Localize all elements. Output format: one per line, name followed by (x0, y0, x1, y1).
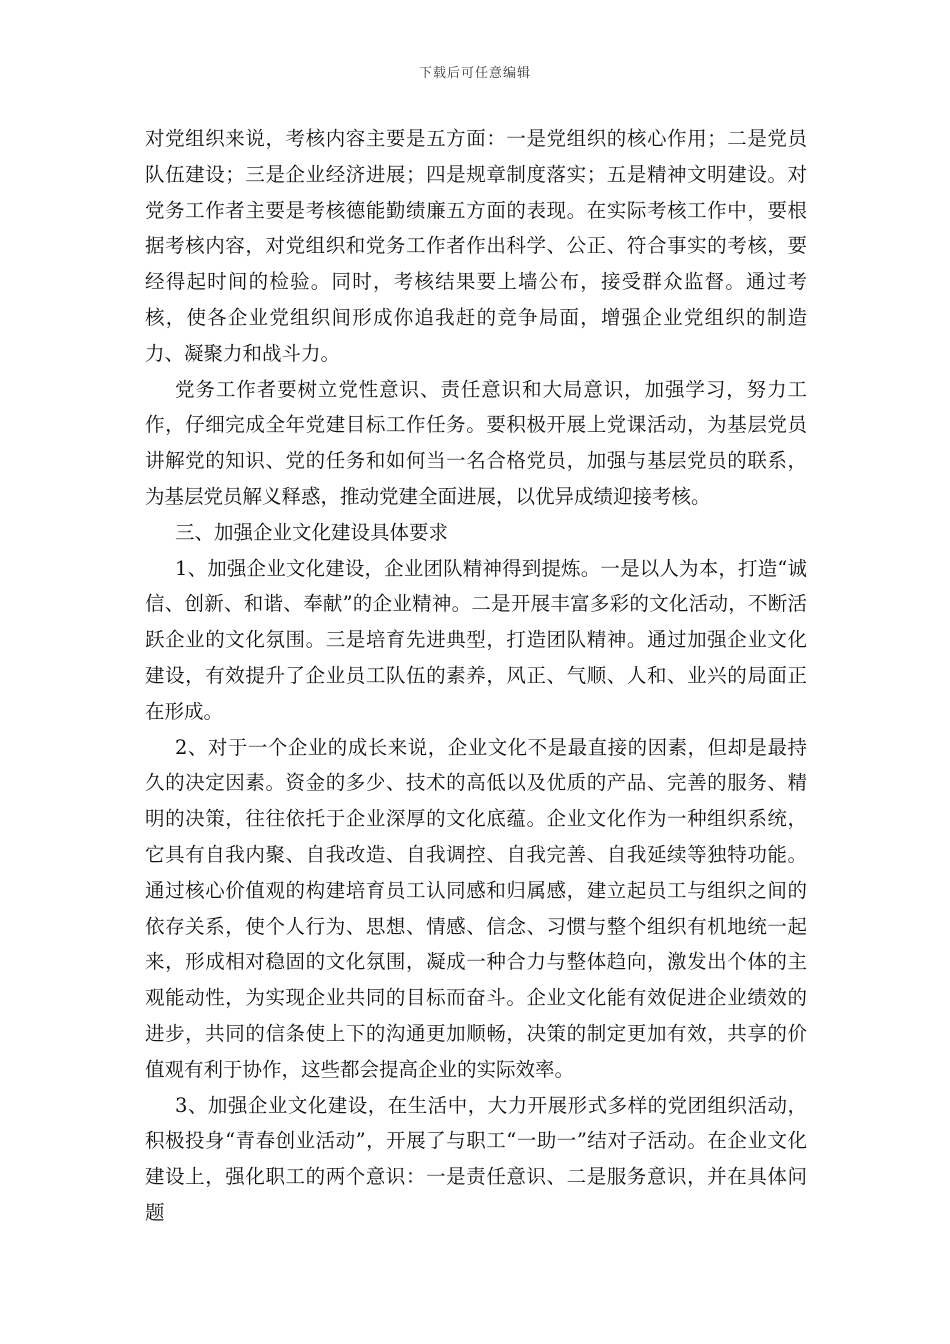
paragraph-point-3: 3、加强企业文化建设，在生活中，大力开展形式多样的党团组织活动，积极投身“青春创业活动”，开展了与职工“一助一”结对子活动。在企业文化建设上，强化职工的两个意识：一是责任意识、二是服务意识，并在具体问题 (145, 1093, 807, 1224)
paragraph-point-2: 2、对于一个企业的成长来说，企业文化不是最直接的因素，但却是最持久的决定因素。资金的多少、技术的高低以及优质的产品、完善的服务、精明的决策，往往依托于企业深厚的文化底蕴。企业文化作为一种组织系统，它具有自我内聚、自我改造、自我调控、自我完善、自我延续等独特功能。通过核心价值观的构建培育员工认同感和归属感，建立起员工与组织之间的依存关系，使个人行为、思想、情感、信念、习惯与整个组织有机地统一起来，形成相对稳固的文化氛围，凝成一种合力与整体趋向，激发出个体的主观能动性，为实现企业共同的目标而奋斗。企业文化能有效促进企业绩效的进步，共同的信条使上下的沟通更加顺畅，决策的制定更加有效，共享的价值观有利于协作，这些都会提高企业的实际效率。 (145, 735, 807, 1081)
paragraph-assessment-content: 对党组织来说，考核内容主要是五方面：一是党组织的核心作用；二是党员队伍建设；三是企业经济进展；四是规章制度落实；五是精神文明建设。对党务工作者主要是考核德能勤绩廉五方面的表现。在实际考核工作中，要根据考核内容，对党组织和党务工作者作出科学、公正、符合事实的考核，要经得起时间的检验。同时，考核结果要上墙公布，接受群众监督。通过考核，使各企业党组织间形成你追我赶的竞争局面，增强企业党组织的制造力、凝聚力和战斗力。 (145, 127, 807, 365)
document-body (145, 121, 807, 1231)
section-heading: 三、加强企业文化建设具体要求 (175, 520, 449, 544)
page-header-note: 下载后可任意编辑 (418, 66, 531, 81)
paragraph-point-1: 1、加强企业文化建设，企业团队精神得到提炼。一是以人为本，打造“诚信、创新、和谐、奉献”的企业精神。二是开展丰富多彩的文化活动，不断活跃企业的文化氛围。三是培育先进典型，打造团队精神。通过加强企业文化建设，有效提升了企业员工队伍的素养，风正、气顺、人和、业兴的局面正在形成。 (145, 556, 807, 723)
paragraph-party-workers: 党务工作者要树立党性意识、责任意识和大局意识，加强学习，努力工作，仔细完成全年党建目标工作任务。要积极开展上党课活动，为基层党员讲解党的知识、党的任务和如何当一名合格党员，加强与基层党员的联系，为基层党员解义释惑，推动党建全面进展，以优异成绩迎接考核。 (145, 377, 807, 508)
